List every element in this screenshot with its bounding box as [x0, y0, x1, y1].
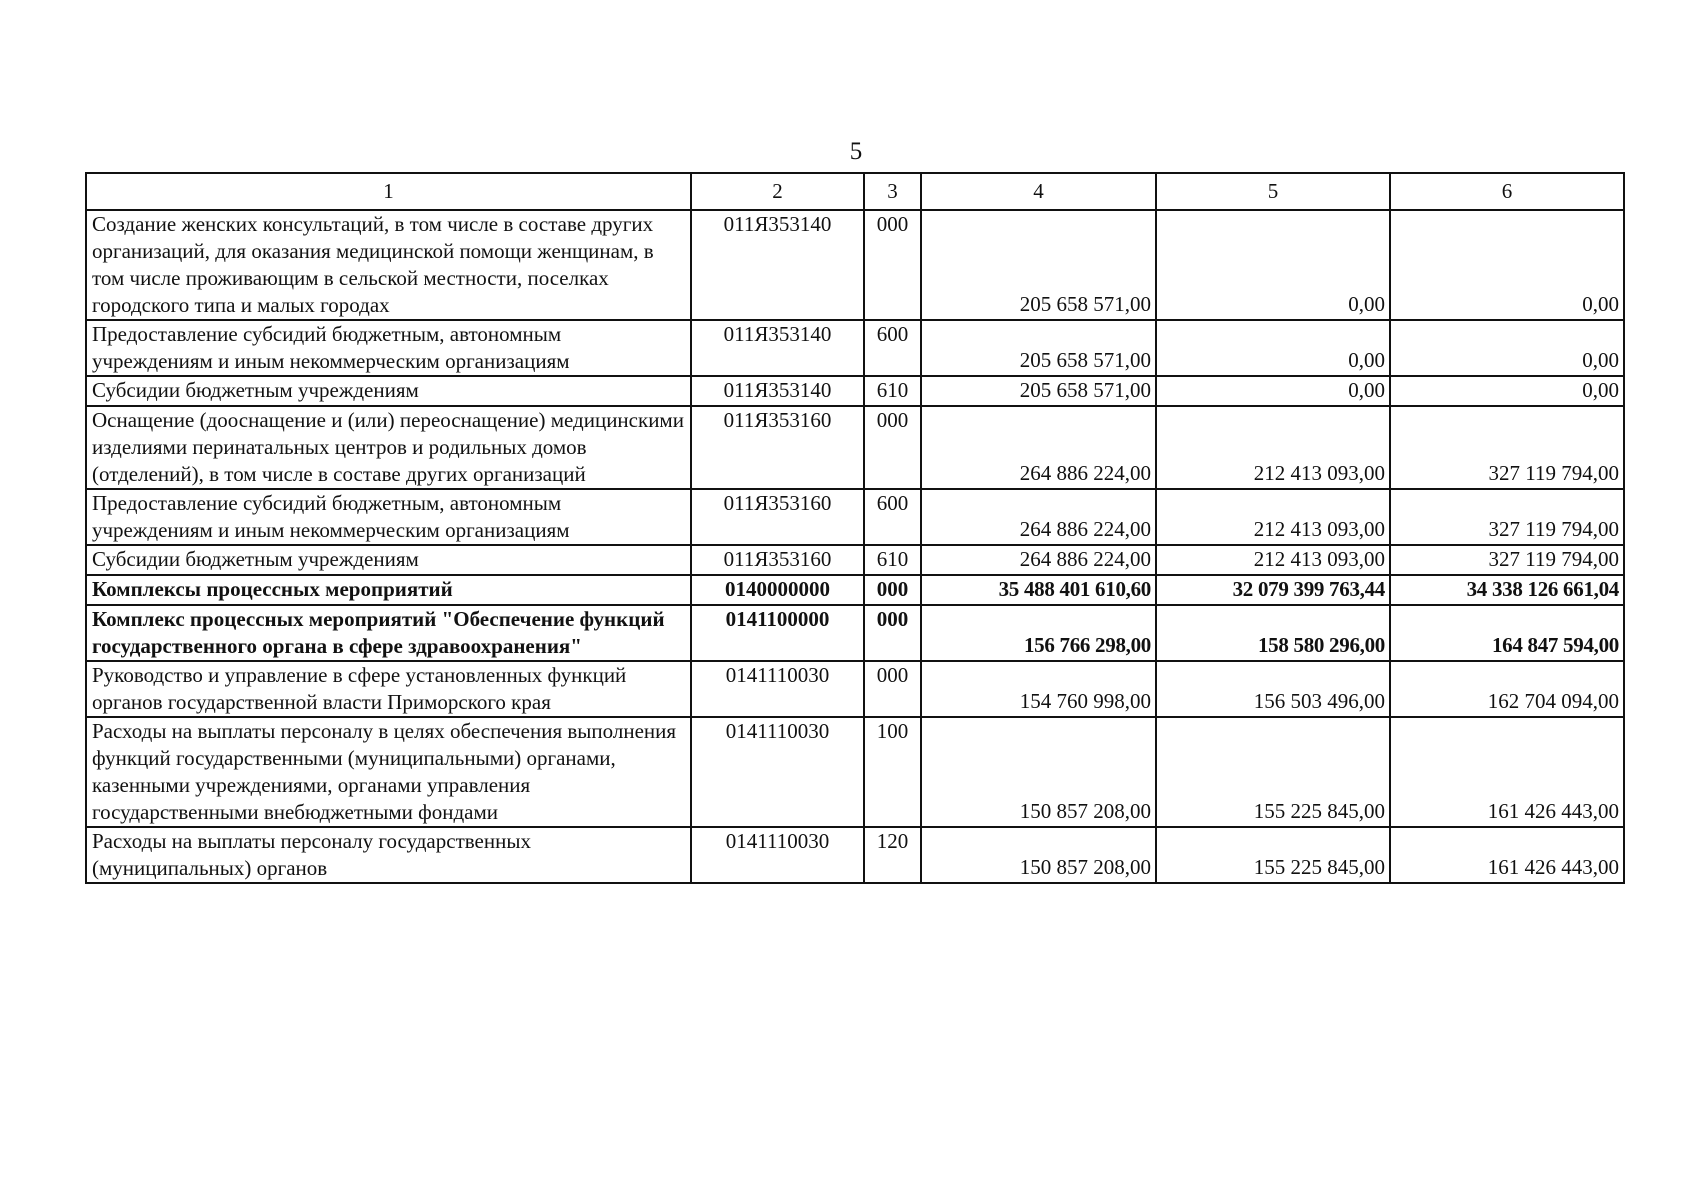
- expense-name-cell: Предоставление субсидий бюджетным, автономным учреждениям и иным некоммерческим организациям: [86, 320, 691, 376]
- column-number-header: 5: [1156, 173, 1390, 210]
- expense-name-cell: Руководство и управление в сфере установленных функций органов государственной власти Приморского края: [86, 661, 691, 717]
- amount-col4-cell: 205 658 571,00: [921, 210, 1156, 320]
- column-number-header: 4: [921, 173, 1156, 210]
- target-article-code-cell: 0141110030: [691, 717, 864, 827]
- amount-col5-cell: 32 079 399 763,44: [1156, 575, 1390, 605]
- amount-col6-cell: 0,00: [1390, 210, 1624, 320]
- target-article-code-cell: 0141100000: [691, 605, 864, 661]
- target-article-code-cell: 011Я353160: [691, 545, 864, 575]
- expense-type-code-cell: 600: [864, 489, 921, 545]
- expense-type-code-cell: 000: [864, 605, 921, 661]
- table-row: [86, 406, 1624, 489]
- target-article-code-cell: 011Я353160: [691, 489, 864, 545]
- expense-name-cell: Оснащение (дооснащение и (или) переоснащение) медицинскими изделиями перинатальных центров и родильных домов (отделений), в том числе в составе других организаций: [86, 406, 691, 489]
- expense-type-code-cell: 000: [864, 661, 921, 717]
- table-row: [86, 661, 1624, 717]
- target-article-code-cell: 011Я353140: [691, 210, 864, 320]
- expense-name-cell: Комплексы процессных мероприятий: [86, 575, 691, 605]
- amount-col5-cell: 0,00: [1156, 376, 1390, 406]
- amount-col5-cell: 212 413 093,00: [1156, 489, 1390, 545]
- amount-col4-cell: 35 488 401 610,60: [921, 575, 1156, 605]
- amount-col5-cell: 158 580 296,00: [1156, 605, 1390, 661]
- target-article-code-cell: 011Я353140: [691, 376, 864, 406]
- expense-name-cell: Расходы на выплаты персоналу в целях обеспечения выполнения функций государственными (муниципальными) органами, казенными учреждениями, органами управления государственными внебюджетными фондами: [86, 717, 691, 827]
- amount-col6-cell: 161 426 443,00: [1390, 717, 1624, 827]
- column-number-header-row: [86, 173, 1624, 210]
- table-body: [86, 210, 1624, 883]
- expense-type-code-cell: 000: [864, 406, 921, 489]
- column-number-header: 3: [864, 173, 921, 210]
- amount-col6-cell: 0,00: [1390, 376, 1624, 406]
- table-row: [86, 605, 1624, 661]
- target-article-code-cell: 0141110030: [691, 661, 864, 717]
- amount-col5-cell: 155 225 845,00: [1156, 827, 1390, 883]
- expense-name-cell: Расходы на выплаты персоналу государственных (муниципальных) органов: [86, 827, 691, 883]
- table-row: [86, 376, 1624, 406]
- amount-col4-cell: 205 658 571,00: [921, 376, 1156, 406]
- column-number-header: 1: [86, 173, 691, 210]
- page-number: 5: [849, 138, 863, 165]
- amount-col5-cell: 155 225 845,00: [1156, 717, 1390, 827]
- amount-col6-cell: 327 119 794,00: [1390, 489, 1624, 545]
- amount-col5-cell: 156 503 496,00: [1156, 661, 1390, 717]
- amount-col4-cell: 205 658 571,00: [921, 320, 1156, 376]
- expense-type-code-cell: 610: [864, 545, 921, 575]
- amount-col6-cell: 162 704 094,00: [1390, 661, 1624, 717]
- amount-col6-cell: 161 426 443,00: [1390, 827, 1624, 883]
- amount-col4-cell: 150 857 208,00: [921, 827, 1156, 883]
- expense-type-code-cell: 610: [864, 376, 921, 406]
- table-row: [86, 545, 1624, 575]
- amount-col6-cell: 327 119 794,00: [1390, 406, 1624, 489]
- target-article-code-cell: 0140000000: [691, 575, 864, 605]
- table-row: [86, 717, 1624, 827]
- amount-col6-cell: 0,00: [1390, 320, 1624, 376]
- amount-col5-cell: 0,00: [1156, 210, 1390, 320]
- expense-name-cell: Субсидии бюджетным учреждениям: [86, 376, 691, 406]
- amount-col4-cell: 156 766 298,00: [921, 605, 1156, 661]
- expense-type-code-cell: 000: [864, 575, 921, 605]
- column-number-header: 2: [691, 173, 864, 210]
- amount-col5-cell: 212 413 093,00: [1156, 545, 1390, 575]
- column-number-header: 6: [1390, 173, 1624, 210]
- target-article-code-cell: 0141110030: [691, 827, 864, 883]
- amount-col6-cell: 34 338 126 661,04: [1390, 575, 1624, 605]
- amount-col6-cell: 327 119 794,00: [1390, 545, 1624, 575]
- amount-col6-cell: 164 847 594,00: [1390, 605, 1624, 661]
- expense-name-cell: Предоставление субсидий бюджетным, автономным учреждениям и иным некоммерческим организациям: [86, 489, 691, 545]
- expense-type-code-cell: 000: [864, 210, 921, 320]
- expense-name-cell: Создание женских консультаций, в том числе в составе других организаций, для оказания медицинской помощи женщинам, в том числе проживающим в сельской местности, поселках городского типа и малых городах: [86, 210, 691, 320]
- expense-type-code-cell: 120: [864, 827, 921, 883]
- amount-col4-cell: 264 886 224,00: [921, 489, 1156, 545]
- table-row: [86, 489, 1624, 545]
- amount-col5-cell: 0,00: [1156, 320, 1390, 376]
- target-article-code-cell: 011Я353160: [691, 406, 864, 489]
- expense-type-code-cell: 100: [864, 717, 921, 827]
- table-row: [86, 210, 1624, 320]
- amount-col4-cell: 264 886 224,00: [921, 545, 1156, 575]
- budget-table: [85, 172, 1625, 884]
- amount-col5-cell: 212 413 093,00: [1156, 406, 1390, 489]
- table-row: [86, 575, 1624, 605]
- amount-col4-cell: 264 886 224,00: [921, 406, 1156, 489]
- expense-type-code-cell: 600: [864, 320, 921, 376]
- table-row: [86, 320, 1624, 376]
- amount-col4-cell: 150 857 208,00: [921, 717, 1156, 827]
- table-row: [86, 827, 1624, 883]
- target-article-code-cell: 011Я353140: [691, 320, 864, 376]
- amount-col4-cell: 154 760 998,00: [921, 661, 1156, 717]
- expense-name-cell: Комплекс процессных мероприятий "Обеспечение функций государственного органа в сфере здравоохранения": [86, 605, 691, 661]
- expense-name-cell: Субсидии бюджетным учреждениям: [86, 545, 691, 575]
